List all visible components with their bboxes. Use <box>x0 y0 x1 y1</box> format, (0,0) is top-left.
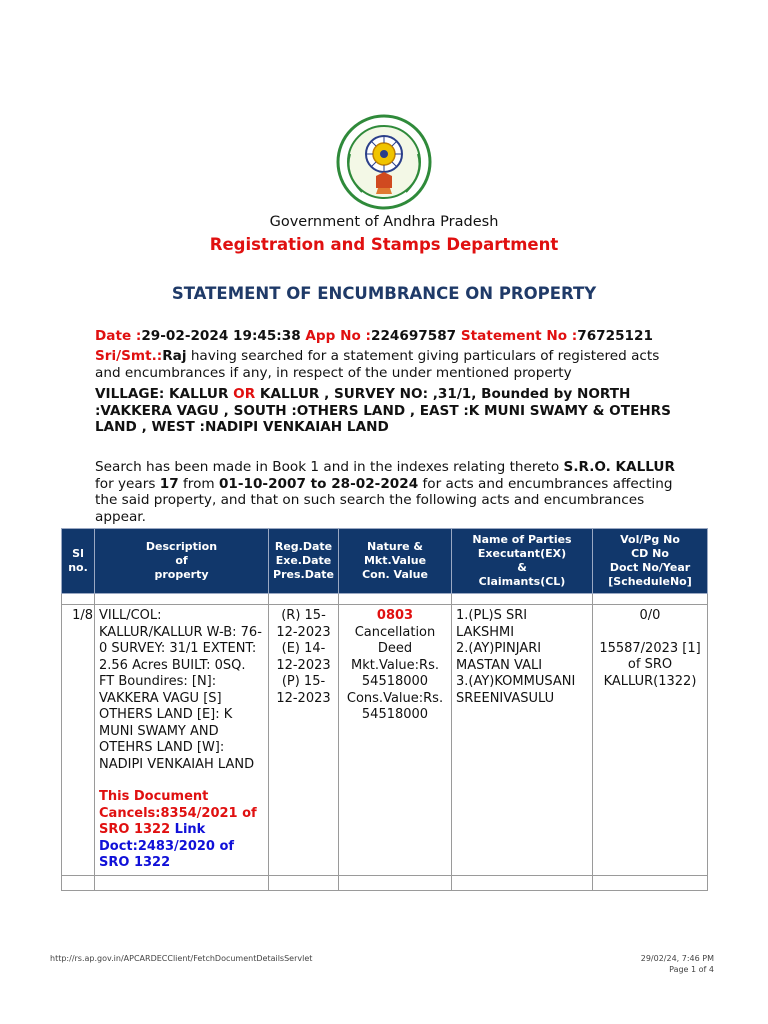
row-nature <box>339 605 452 876</box>
village-label: VILLAGE: KALLUR <box>95 386 234 402</box>
app-no-value: 224697587 <box>371 328 457 344</box>
table-continuation-row <box>62 875 708 890</box>
search-text-1: Search has been made in Book 1 and in the indexes relating thereto <box>95 459 564 475</box>
statement-no-label: Statement No : <box>460 328 578 344</box>
party-1: 1.(PL)S SRI LAKSHMI <box>456 608 528 640</box>
date-label: Date : <box>95 328 142 344</box>
header-dates: Reg.Date Exe.Date Pres.Date <box>269 529 339 594</box>
footer-datetime: 29/02/24, 7:46 PM <box>640 954 714 963</box>
nature-code: 0803 <box>376 608 414 623</box>
row-dates <box>269 605 339 876</box>
header-sl-no: Sl no. <box>62 529 95 594</box>
vol-page: 0/0 <box>639 608 661 623</box>
exe-date: (E) 14-12-2023 <box>276 641 331 673</box>
table-spacer-row <box>62 594 708 605</box>
search-paragraph <box>95 459 685 525</box>
department-name: Registration and Stamps Department <box>209 235 559 254</box>
government-name: Government of Andhra Pradesh <box>269 214 499 230</box>
statement-meta <box>95 328 685 345</box>
party-2: 2.(AY)PINJARI MASTAN VALI <box>456 641 543 673</box>
encumbrance-table <box>61 528 708 891</box>
consideration-value: Cons.Value:Rs. 54518000 <box>346 690 444 722</box>
footer-page-number: Page 1 of 4 <box>669 965 714 974</box>
header-nature: Nature & Mkt.Value Con. Value <box>339 529 452 594</box>
party-3: 3.(AY)KOMMUSANI SREENIVASULU <box>456 674 576 706</box>
search-text-3: from <box>178 475 219 492</box>
search-date-range: 01-10-2007 to 28-02-2024 <box>218 475 419 492</box>
intro-paragraph <box>95 348 685 381</box>
search-text-4: for acts and encumbrances affecting the said property, and that on such search the following acts and encumbrances appear. <box>95 475 673 525</box>
row-description <box>95 605 269 876</box>
row-vol-doc <box>593 605 708 876</box>
header-description: Description of property <box>95 529 269 594</box>
statement-no-value: 76725121 <box>577 328 653 344</box>
footer-url: http://rs.ap.gov.in/APCARDECClient/FetchDocumentDetailsServlet <box>50 954 313 963</box>
property-boundaries: KALLUR , SURVEY NO: ,31/1, Bounded by NORTH :VAKKERA VAGU , SOUTH :OTHERS LAND , EAST :K MUNI SWAMY & OTEHRS LAND , WEST :NADIPI VENKAIAH LAND <box>95 386 671 435</box>
pres-date: (P) 15-12-2023 <box>276 674 331 706</box>
table-header-row <box>62 529 708 594</box>
row-parties <box>452 605 593 876</box>
sro-name: S.R.O. KALLUR <box>563 459 675 475</box>
date-value: 29-02-2024 19:45:38 <box>141 328 301 344</box>
table-row <box>62 605 708 876</box>
row-sl-no: 1/8 <box>62 605 95 876</box>
nature-text: Cancellation Deed <box>354 624 436 656</box>
property-description: VILL/COL: KALLUR/KALLUR W-B: 76-0 SURVEY: 31/1 EXTENT: 2.56 Acres BUILT: 0SQ. FT Boundires: [N]: VAKKERA VAGU [S] OTHERS LAND [E]: K MUNI SWAMY AND OTEHRS LAND [W]: NADIPI VENKAIAH LAND <box>99 608 262 772</box>
ap-state-emblem <box>336 114 432 210</box>
search-years: 17 <box>159 475 179 492</box>
reg-date: (R) 15-12-2023 <box>276 608 331 640</box>
header-vol-doc: Vol/Pg No CD No Doct No/Year [ScheduleNo] <box>593 529 708 594</box>
market-value: Mkt.Value:Rs. 54518000 <box>351 657 439 689</box>
applicant-name: Raj <box>162 348 187 364</box>
intro-text: having searched for a statement giving particulars of registered acts and encumbrances if any, in respect of the under mentioned property <box>95 348 660 381</box>
header-parties: Name of Parties Executant(EX) & Claimants(CL) <box>452 529 593 594</box>
property-details <box>95 386 685 436</box>
app-no-label: App No : <box>305 328 371 344</box>
or-text: OR <box>233 386 256 402</box>
applicant-prefix: Sri/Smt.: <box>95 348 163 364</box>
cancels-note: This Document Cancels:8354/2021 of SRO 1322 <box>99 789 257 837</box>
doc-number: 15587/2023 [1] of SRO KALLUR(1322) <box>599 640 701 689</box>
page-title: STATEMENT OF ENCUMBRANCE ON PROPERTY <box>171 284 597 303</box>
link-document[interactable]: Link Doct:2483/2020 of SRO 1322 <box>99 822 235 870</box>
search-text-2: for years <box>95 475 160 492</box>
